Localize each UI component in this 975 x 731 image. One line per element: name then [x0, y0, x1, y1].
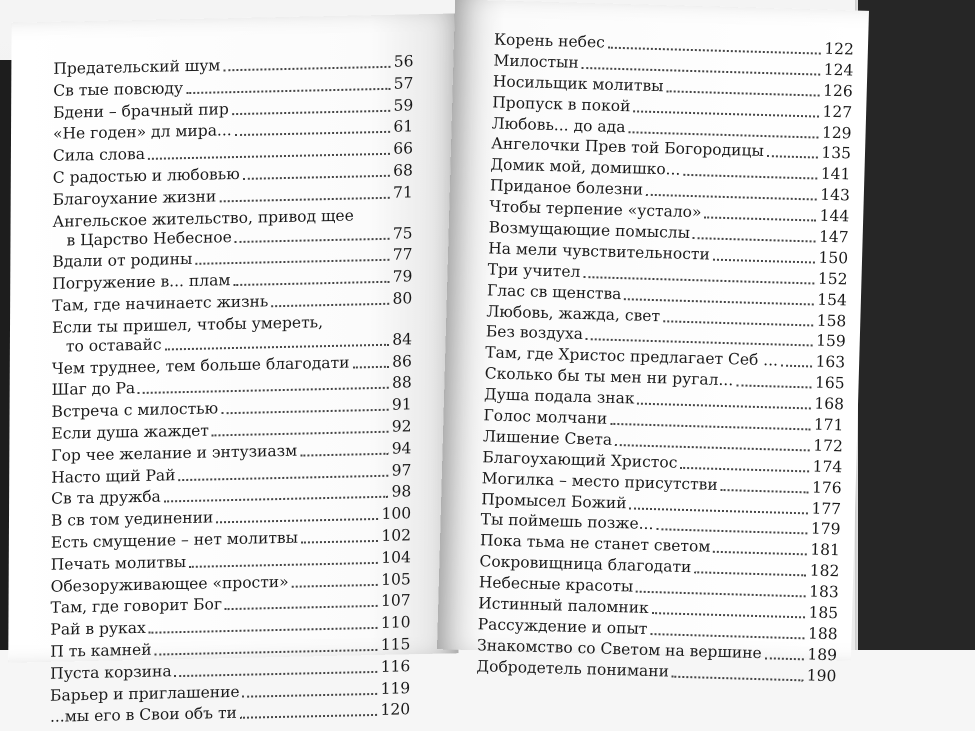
- dot-leader: [221, 409, 389, 415]
- toc-entry-title: Голос молчани: [483, 406, 608, 428]
- dot-leader: [582, 67, 821, 76]
- toc-entry-title: Носильщик молитвы: [492, 72, 664, 95]
- toc-entry-page-number: 181: [810, 540, 841, 560]
- dot-leader: [240, 714, 378, 719]
- dot-leader: [637, 403, 811, 410]
- toc-entry-title: Насто щий Рай: [51, 465, 176, 487]
- dot-leader: [301, 540, 378, 544]
- toc-entry-title: Там, где Христос предлагает Себ ...: [485, 343, 779, 370]
- toc-entry-page-number: 177: [811, 499, 842, 518]
- dot-leader: [683, 174, 817, 180]
- dot-leader: [189, 562, 378, 568]
- toc-entry-page-number: 168: [814, 394, 845, 414]
- dot-leader: [693, 237, 816, 242]
- toc-entry-title: Любовь, жажда, свет: [486, 301, 661, 325]
- dot-leader: [652, 612, 806, 618]
- toc-entry-page-number: 79: [392, 267, 413, 286]
- dot-leader: [243, 175, 390, 180]
- toc-entry: [52, 205, 412, 251]
- toc-entry-page-number: 179: [810, 519, 841, 539]
- toc-entry-page-number: 147: [818, 227, 849, 247]
- toc-entry-title: На мели чувствительности: [487, 239, 711, 264]
- table-of-contents-left: [50, 52, 414, 730]
- toc-entry-title: Домик мой, домишко...: [490, 155, 681, 180]
- dot-leader: [608, 47, 822, 55]
- toc-entry-page-number: 115: [380, 635, 411, 654]
- dot-leader: [148, 153, 390, 160]
- left-page: [8, 13, 462, 727]
- toc-entry-page-number: 66: [393, 139, 414, 158]
- toc-entry-title: Бдени – брачный пир: [53, 99, 229, 122]
- dot-leader: [586, 339, 813, 347]
- dot-leader: [138, 387, 389, 394]
- dot-leader: [646, 194, 817, 201]
- toc-entry-title: Шаг до Ра: [51, 379, 136, 400]
- toc-entry-page-number: 124: [823, 60, 854, 80]
- dot-leader: [704, 217, 816, 222]
- dot-leader: [292, 583, 379, 587]
- toc-entry-title: Могилка – место присутстви: [481, 468, 719, 494]
- toc-entry-page-number: 172: [812, 436, 844, 456]
- toc-entry-title: Пропуск в покой: [492, 93, 631, 115]
- dot-leader: [713, 551, 807, 556]
- toc-entry-title: Предательский шум: [53, 56, 221, 78]
- toc-entry-title: Обезоруживающее «прости»: [50, 572, 289, 596]
- toc-entry-title: Ангелочки Прев той Богородицы: [490, 134, 765, 161]
- dot-leader: [672, 675, 804, 681]
- dot-leader: [629, 507, 808, 514]
- toc-entry-page-number: 159: [815, 332, 846, 351]
- dot-leader: [610, 423, 811, 431]
- dot-leader: [186, 88, 391, 94]
- toc-entry-title: Сила слова: [52, 145, 146, 166]
- dot-leader: [615, 444, 810, 451]
- dot-leader: [721, 489, 809, 493]
- dot-leader: [663, 320, 814, 326]
- toc-entry-title: Св тые повсюду: [53, 78, 184, 100]
- dot-leader: [624, 298, 814, 305]
- dot-leader: [352, 365, 389, 368]
- toc-entry-title: Приданое болезни: [489, 176, 644, 199]
- toc-entry-page-number: 105: [381, 569, 411, 589]
- toc-entry-title: Душа подала знак: [483, 385, 635, 408]
- toc-entry-page-number: 144: [819, 206, 850, 226]
- toc-entry-page-number: 57: [393, 74, 414, 93]
- dot-leader: [149, 627, 378, 634]
- dot-leader: [300, 452, 389, 456]
- toc-entry-title: Ангельское жительство, привод щее: [52, 206, 354, 231]
- toc-entry-title: Вдали от родины: [52, 250, 193, 272]
- toc-entry-page-number: 75: [392, 223, 413, 243]
- dot-leader: [656, 529, 807, 535]
- dot-leader: [223, 66, 390, 72]
- dot-leader: [767, 156, 819, 159]
- toc-entry-page-number: 102: [381, 526, 412, 545]
- dot-leader: [243, 692, 378, 697]
- toc-entry-page-number: 176: [811, 478, 842, 498]
- toc-entry-title: Благоухающий Христос: [482, 448, 678, 472]
- toc-entry-page-number: 174: [812, 457, 843, 477]
- toc-entry-title: Пуста корзина: [50, 661, 172, 683]
- toc-entry-title: Корень небес: [493, 30, 606, 52]
- toc-entry-page-number: 122: [824, 39, 855, 59]
- toc-entry-page-number: 94: [391, 439, 412, 458]
- toc-entry-title: Возмущающие помыслы: [488, 218, 691, 243]
- toc-entry-page-number: 188: [807, 624, 838, 644]
- toc-entry-page-number: 97: [391, 460, 412, 480]
- toc-entry-title: «Не годен» дл мира...: [52, 121, 232, 144]
- toc-entry-title: С радостью и любовью: [52, 164, 240, 187]
- dot-leader: [179, 474, 389, 480]
- dot-leader: [650, 633, 805, 639]
- toc-entry-title: Небесные красоты: [478, 573, 634, 596]
- toc-entry-page-number: 86: [392, 351, 412, 371]
- toc-entry-page-number: 154: [817, 290, 848, 310]
- toc-entry-title-continued: в Царство Небесное: [66, 227, 232, 250]
- toc-entry-title: Лишение Света: [482, 427, 613, 449]
- toc-entry-title: Св та дружба: [51, 487, 161, 509]
- toc-entry-page-number: 143: [819, 185, 851, 205]
- dot-leader: [155, 649, 378, 656]
- toc-entry-title: Благоухание жизни: [52, 187, 217, 209]
- toc-entry-title: Рай в руках: [50, 618, 146, 639]
- toc-entry-title: Гор чее желание и энтузиазм: [51, 441, 298, 465]
- toc-entry-page-number: 100: [381, 504, 412, 524]
- toc-entry-page-number: 91: [391, 395, 412, 414]
- toc-entry-page-number: 127: [822, 102, 853, 122]
- toc-entry-page-number: 150: [818, 248, 849, 268]
- dot-leader: [628, 131, 819, 138]
- toc-entry-title: Чтобы терпение «устало»: [489, 197, 702, 222]
- toc-entry-title: Любовь... до ада: [491, 113, 626, 136]
- toc-entry-title: Ты поймешь позже...: [480, 510, 654, 534]
- toc-entry-page-number: 119: [380, 678, 411, 698]
- toc-entry-title: Печать молитвы: [50, 552, 187, 574]
- dot-leader: [212, 431, 389, 437]
- book-cover-right: [858, 0, 975, 650]
- dot-leader: [666, 90, 820, 96]
- dot-leader: [225, 605, 378, 610]
- toc-entry-page-number: 84: [392, 330, 413, 349]
- toc-entry-title: Глас св щенства: [486, 281, 622, 303]
- dot-leader: [636, 591, 806, 598]
- toc-entry-page-number: 185: [808, 603, 839, 623]
- toc-entry-page-number: 61: [393, 117, 414, 137]
- toc-entry: [50, 701, 410, 728]
- toc-entry-page-number: 171: [813, 415, 844, 435]
- dot-leader: [271, 303, 389, 307]
- dot-leader: [216, 518, 378, 523]
- toc-entry-page-number: 182: [809, 561, 840, 581]
- toc-entry-page-number: 152: [817, 269, 848, 289]
- toc-entry-title: Истинный паломник: [478, 594, 650, 618]
- toc-entry: [52, 311, 412, 357]
- dot-leader: [235, 131, 391, 136]
- dot-leader: [583, 276, 815, 284]
- toc-entry-page-number: 189: [807, 645, 838, 665]
- toc-entry-title: Чем труднее, тем больше благодати: [51, 353, 350, 378]
- toc-entry-title: Три учител: [487, 260, 581, 281]
- dot-leader: [233, 281, 389, 286]
- toc-entry-title: Сокровищница благодати: [479, 552, 692, 577]
- toc-entry-page-number: 68: [393, 161, 413, 180]
- right-page: [437, 0, 869, 685]
- dot-leader: [195, 259, 389, 265]
- toc-entry-page-number: 190: [806, 666, 837, 685]
- toc-entry-page-number: 59: [393, 95, 414, 115]
- table-of-contents-right: [476, 30, 854, 687]
- toc-entry-title: Сколько бы ты мен ни ругал...: [484, 364, 734, 390]
- toc-entry-page-number: 107: [381, 591, 411, 611]
- toc-entry-page-number: 104: [381, 547, 411, 567]
- toc-entry-page-number: 88: [392, 373, 412, 393]
- toc-entry-title: Встреча с милостью: [51, 399, 219, 421]
- toc-entry-title: Там, где начинаетс жизнь: [52, 292, 269, 315]
- dot-leader: [680, 467, 809, 473]
- toc-entry-title: Знакомство со Светом на вершине: [476, 636, 762, 662]
- toc-entry-page-number: 77: [392, 245, 413, 265]
- toc-entry-title: В св том уединении: [50, 508, 214, 530]
- toc-entry-title: Если ты пришел, чтобы умереть,: [51, 312, 324, 337]
- toc-entry-title: Есть смущение – нет молитвы: [50, 528, 299, 552]
- toc-entry-page-number: 135: [821, 144, 852, 163]
- toc-entry-title: Рассуждение и опыт: [477, 615, 648, 638]
- toc-entry-title-continued: то оставайс: [65, 335, 162, 356]
- dot-leader: [235, 237, 390, 242]
- toc-entry-title: Там, где говорит Бог: [50, 595, 223, 618]
- toc-entry-page-number: 120: [380, 700, 411, 720]
- toc-entry-page-number: 183: [808, 582, 839, 602]
- toc-entry-page-number: 163: [815, 352, 846, 372]
- toc-entry-page-number: 116: [380, 656, 411, 676]
- dot-leader: [232, 109, 391, 114]
- toc-entry-page-number: 110: [380, 613, 411, 632]
- toc-entry-page-number: 158: [816, 311, 847, 330]
- dot-leader: [694, 572, 806, 577]
- toc-entry-title: Добродетель понимани: [476, 656, 670, 681]
- dot-leader: [165, 344, 390, 351]
- dot-leader: [765, 657, 805, 660]
- toc-entry-title: Промысел Божий: [480, 489, 627, 512]
- toc-entry-title: Милостын: [493, 51, 579, 72]
- dot-leader: [713, 259, 816, 264]
- toc-entry-title: Если душа жаждет: [51, 421, 209, 443]
- toc-entry-page-number: 71: [393, 183, 413, 202]
- toc-entry-page-number: 141: [820, 164, 851, 184]
- toc-entry-title: П ть камней: [50, 640, 152, 661]
- toc-entry-page-number: 80: [392, 289, 413, 308]
- toc-entry-page-number: 98: [391, 482, 412, 502]
- toc-entry-page-number: 129: [821, 123, 852, 143]
- toc-entry-page-number: 92: [391, 417, 412, 436]
- toc-entry-title: Барьер и приглашение: [50, 682, 240, 705]
- toc-entry-page-number: 126: [822, 81, 853, 101]
- toc-entry-title: Погружение в... плам: [52, 271, 231, 294]
- dot-leader: [736, 385, 812, 389]
- toc-entry-title: Пока тьма не станет светом: [479, 531, 711, 557]
- dot-leader: [219, 197, 390, 203]
- toc-entry-page-number: 165: [814, 373, 845, 393]
- dot-leader: [781, 365, 813, 368]
- dot-leader: [633, 110, 819, 117]
- toc-entry-page-number: 56: [393, 52, 414, 71]
- dot-leader: [175, 671, 378, 677]
- toc-entry-title: ...мы его в Свои объ ти: [49, 704, 237, 727]
- dot-leader: [164, 496, 389, 503]
- toc-entry-title: Без воздуха: [485, 322, 584, 344]
